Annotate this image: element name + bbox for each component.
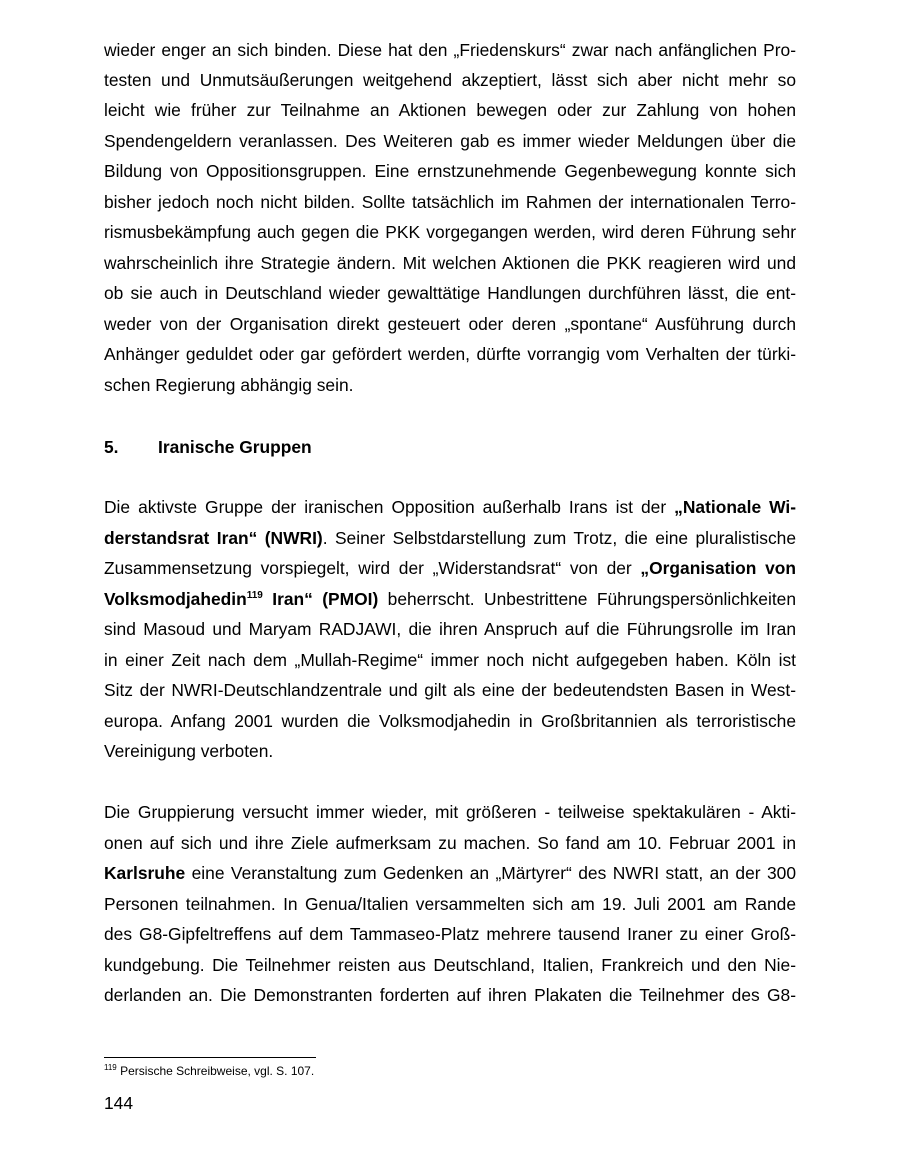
- section-title: Iranische Gruppen: [158, 437, 312, 457]
- paragraph-3-line: Personen teilnahmen. In Genua/Italien versammelten sich am 19. Juli 2001 am Rande: [104, 894, 796, 914]
- footnote-separator: [104, 1057, 316, 1058]
- paragraph-2-line: sind Masoud und Maryam RADJAWI, die ihren Anspruch auf die Führungsrolle im Iran: [104, 619, 796, 639]
- paragraph-1-line: wahrscheinlich ihre Strategie ändern. Mit welchen Aktionen die PKK reagieren wird und: [104, 253, 796, 273]
- paragraph-3-line: derlanden an. Die Demonstranten forderten auf ihren Plakaten die Teilnehmer des G8-: [104, 985, 796, 1005]
- paragraph-2-line: in einer Zeit nach dem „Mullah-Regime“ immer noch nicht aufgegeben haben. Köln ist: [104, 650, 796, 670]
- paragraph-3-line: [104, 863, 796, 885]
- text-run: beherrscht. Unbestrittene Führungspersönlichkeiten: [378, 589, 796, 609]
- paragraph-1-line: schen Regierung abhängig sein.: [104, 375, 354, 395]
- section-number: 5.: [104, 437, 119, 457]
- text-run: . Seiner Selbstdarstellung zum Trotz, die eine pluralistische: [322, 528, 797, 548]
- paragraph-2-line: Sitz der NWRI-Deutschlandzentrale und gilt als eine der bedeutendsten Basen in West-: [104, 680, 796, 700]
- section-heading: [104, 437, 312, 457]
- footnote-text: Persische Schreibweise, vgl. S. 107.: [116, 1064, 315, 1078]
- paragraph-1-line: leicht wie früher zur Teilnahme an Aktionen bewegen oder zur Zahlung von hohen: [104, 100, 796, 120]
- paragraph-3-line: des G8-Gipfeltreffens auf dem Tammaseo-Platz mehrere tausend Iraner zu einer Groß-: [104, 924, 796, 944]
- footnote: [104, 1064, 314, 1078]
- paragraph-2-line: [104, 558, 796, 580]
- paragraph-1-line: ob sie auch in Deutschland wieder gewalttätige Handlungen durchführen lässt, die ent-: [104, 283, 796, 303]
- footnote-number: 119: [104, 1063, 117, 1072]
- bold-text: Karlsruhe: [104, 863, 186, 883]
- bold-text: „Nationale Wi-: [674, 497, 796, 517]
- bold-text: „Organisation von: [640, 558, 796, 578]
- text-run: Zusammensetzung vorspiegelt, wird der „Widerstandsrat“ von der: [104, 558, 641, 578]
- paragraph-1-line: rismusbekämpfung auch gegen die PKK vorgegangen werden, wird deren Führung sehr: [104, 222, 796, 242]
- paragraph-1-line: weder von der Organisation direkt gesteuert oder deren „spontane“ Ausführung durch: [104, 314, 796, 334]
- bold-text: Volksmodjahedin: [104, 589, 247, 609]
- text-run: Die aktivste Gruppe der iranischen Opposition außerhalb Irans ist der: [104, 497, 675, 517]
- footnote-reference[interactable]: 119: [246, 590, 263, 601]
- paragraph-2-line: [104, 589, 796, 611]
- paragraph-1-line: Anhänger geduldet oder gar gefördert werden, dürfte vorrangig vom Verhalten der türki-: [104, 344, 796, 364]
- bold-text: Iran“ (PMOI): [262, 589, 379, 609]
- paragraph-1-line: Bildung von Oppositionsgruppen. Eine ernstzunehmende Gegenbewegung konnte sich: [104, 161, 796, 181]
- paragraph-3-line: onen auf sich und ihre Ziele aufmerksam zu machen. So fand am 10. Februar 2001 in: [104, 833, 796, 853]
- bold-text: derstandsrat Iran“ (NWRI): [104, 528, 323, 548]
- paragraph-1-line: bisher jedoch noch nicht bilden. Sollte tatsächlich im Rahmen der internationalen Terro-: [104, 192, 796, 212]
- paragraph-1-line: wieder enger an sich binden. Diese hat den „Friedenskurs“ zwar nach anfänglichen Pro-: [104, 40, 796, 60]
- paragraph-2-line: europa. Anfang 2001 wurden die Volksmodjahedin in Großbritannien als terroristische: [104, 711, 796, 731]
- paragraph-2-line: [104, 497, 796, 519]
- text-run: eine Veranstaltung zum Gedenken an „Märtyrer“ des NWRI statt, an der 300: [185, 863, 796, 883]
- paragraph-3-line: kundgebung. Die Teilnehmer reisten aus Deutschland, Italien, Frankreich und den Nie-: [104, 955, 796, 975]
- paragraph-2-line: [104, 528, 796, 550]
- paragraph-1-line: Spendengeldern veranlassen. Des Weiteren gab es immer wieder Meldungen über die: [104, 131, 796, 151]
- page-number: 144: [104, 1093, 134, 1113]
- paragraph-2-line: Vereinigung verboten.: [104, 741, 274, 761]
- paragraph-3-line: Die Gruppierung versucht immer wieder, mit größeren - teilweise spektakulären - Akti-: [104, 802, 796, 822]
- paragraph-1-line: testen und Unmutsäußerungen weitgehend akzeptiert, lässt sich aber nicht mehr so: [104, 70, 796, 90]
